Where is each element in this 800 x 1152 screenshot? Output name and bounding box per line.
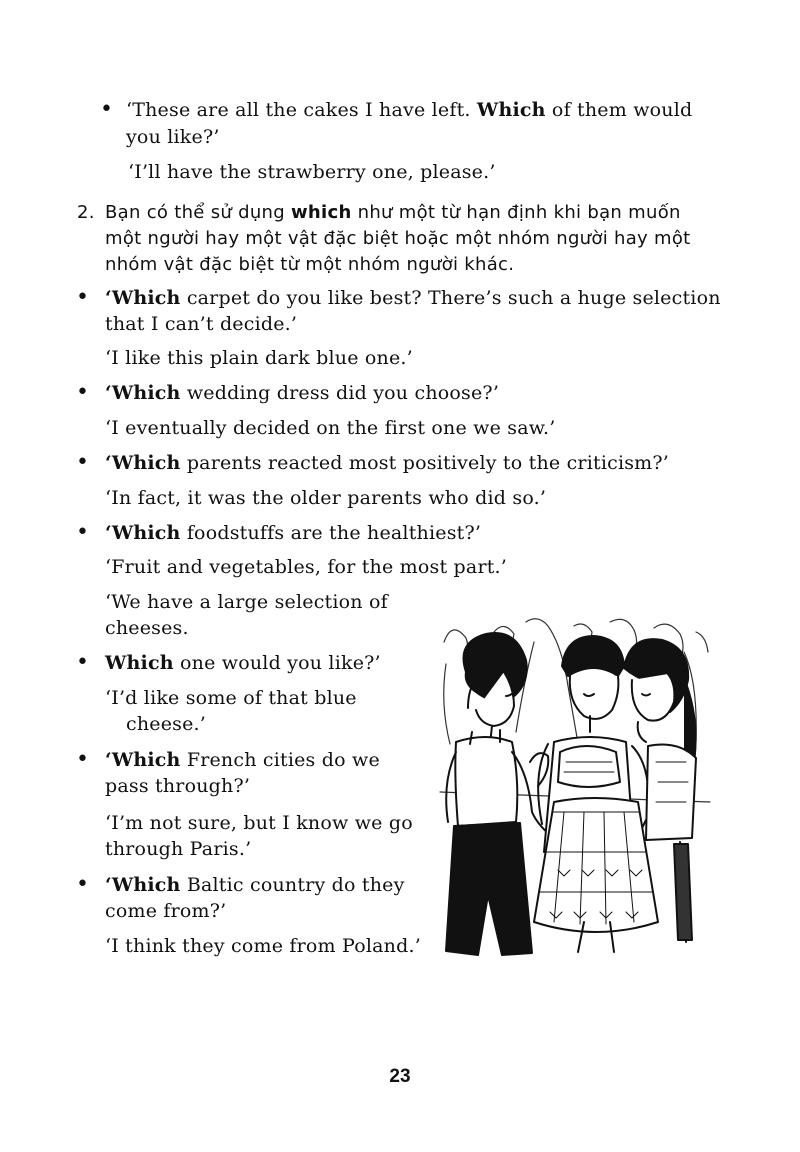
cheese-question: Which one would you like?’ (105, 652, 381, 674)
which-keyword: ‘Which (105, 382, 181, 404)
parents-answer: ‘In fact, it was the older parents who did so.’ (105, 487, 547, 509)
bullet: • (100, 97, 113, 122)
bullet: • (76, 450, 89, 475)
cities-answer: ‘I’m not sure, but I know we go (105, 812, 413, 834)
bullet: • (76, 520, 89, 545)
point-number: 2. (77, 202, 95, 223)
cakes-question: ‘These are all the cakes I have left. Which of them would (126, 99, 693, 121)
which-keyword: Which (105, 652, 174, 674)
explanation-line: nhóm vật đặc biệt từ một nhóm người khác. (105, 254, 515, 275)
cities-answer-cont: through Paris.’ (105, 838, 252, 860)
bullet: • (76, 650, 89, 675)
baltic-answer: ‘I think they come from Poland.’ (105, 935, 421, 957)
cities-question-cont: pass through?’ (105, 775, 251, 797)
which-keyword: Which (476, 99, 546, 121)
which-keyword: ‘Which (105, 452, 181, 474)
bullet: • (76, 380, 89, 405)
carpet-question: ‘Which carpet do you like best? There’s such a huge selection (105, 287, 721, 309)
cakes-question-cont: you like?’ (126, 126, 220, 148)
baltic-question: ‘Which Baltic country do they (105, 874, 405, 896)
dress-answer: ‘I eventually decided on the first one we saw.’ (105, 417, 556, 439)
which-keyword: ‘Which (105, 522, 181, 544)
cheese-answer: ‘I’d like some of that blue (105, 687, 357, 709)
explanation-line: một người hay một vật đặc biệt hoặc một nhóm người hay một (105, 228, 691, 249)
cities-question: ‘Which French cities do we (105, 749, 380, 771)
food-answer: ‘Fruit and vegetables, for the most part.’ (105, 556, 508, 578)
cakes-answer: ‘I’ll have the strawberry one, please.’ (128, 161, 496, 183)
cheese-intro: ‘We have a large selection of (105, 591, 388, 613)
which-keyword: which (291, 202, 352, 223)
baltic-question-cont: come from?’ (105, 900, 227, 922)
explanation-line: Bạn có thể sử dụng which như một từ hạn định khi bạn muốn (105, 202, 681, 223)
which-keyword: ‘Which (105, 874, 181, 896)
bullet: • (76, 872, 89, 897)
cheese-intro-cont: cheeses. (105, 617, 189, 639)
dress-question: ‘Which wedding dress did you choose?’ (105, 382, 500, 404)
wedding-dress-shop-illustration (434, 612, 716, 957)
carpet-answer: ‘I like this plain dark blue one.’ (105, 347, 413, 369)
carpet-question-cont: that I can’t decide.’ (105, 313, 298, 335)
bullet: • (76, 285, 89, 310)
which-keyword: ‘Which (105, 749, 181, 771)
which-keyword: ‘Which (105, 287, 181, 309)
parents-question: ‘Which parents reacted most positively to the criticism?’ (105, 452, 670, 474)
food-question: ‘Which foodstuffs are the healthiest?’ (105, 522, 482, 544)
bullet: • (76, 747, 89, 772)
cheese-answer-cont: cheese.’ (126, 713, 207, 735)
page-number: 23 (389, 1066, 411, 1087)
